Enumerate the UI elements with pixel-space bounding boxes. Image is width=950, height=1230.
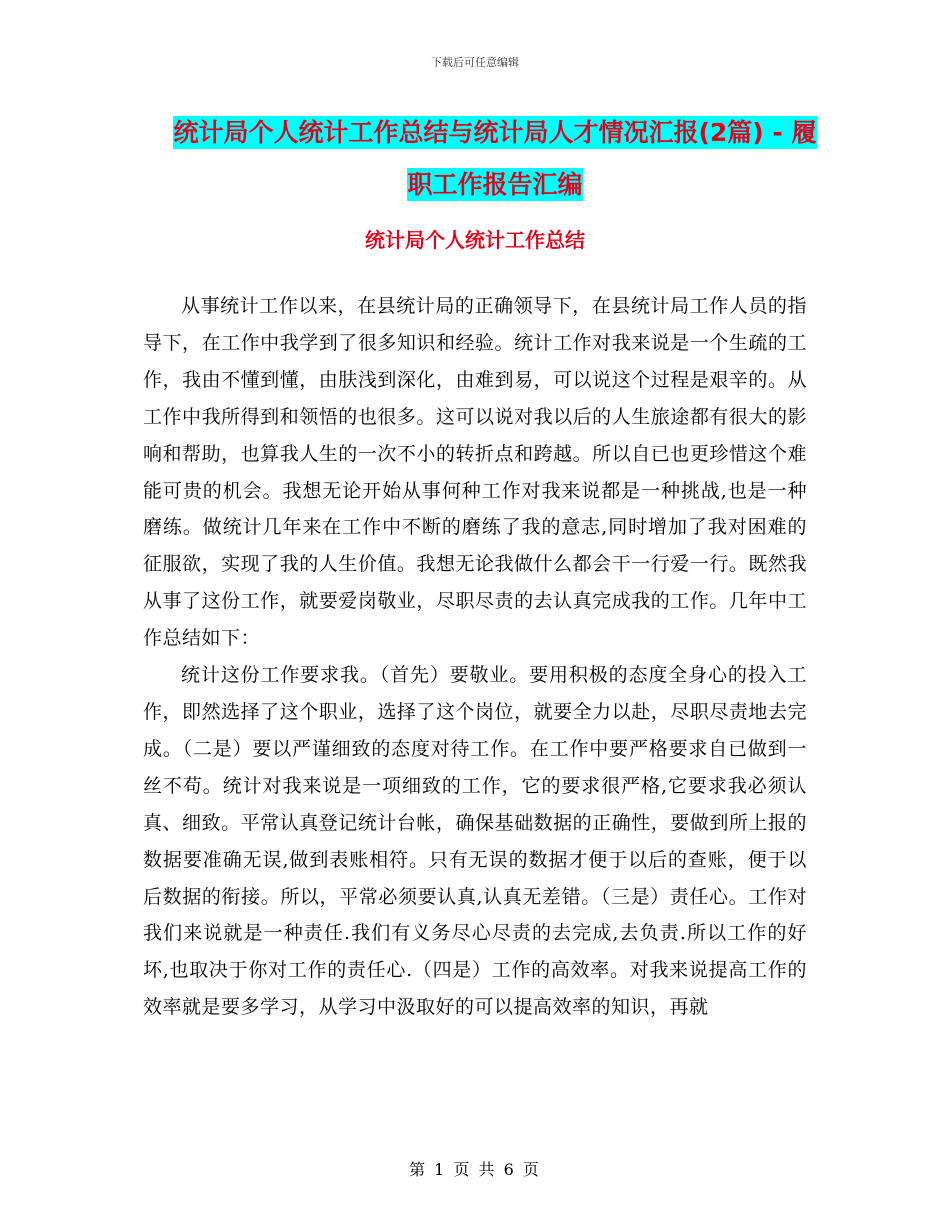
document-title-text: 统计局个人统计工作总结与统计局人才情况汇报(2篇) - 履职工作报告汇编	[173, 118, 817, 199]
document-title	[170, 107, 820, 211]
body-paragraph-1: 从事统计工作以来，在县统计局的正确领导下，在县统计局工作人员的指导下，在工作中我学到了很多知识和经验。统计工作对我来说是一个生疏的工作，我由不懂到懂，由肤浅到深化，由难到易，可以说这个过程是艰辛的。从工作中我所得到和领悟的也很多。这可以说对我以后的人生旅途都有很大的影响和帮助，也算我人生的一次不小的转折点和跨越。所以自已也更珍惜这个难能可贵的机会。我想无论开始从事何种工作对我来说都是一种挑战,也是一种磨练。做统计几年来在工作中不断的磨练了我的意志,同时增加了我对困难的征服欲，实现了我的人生价值。我想无论我做什么都会干一行爱一行。既然我从事了这份工作，就要爱岗敬业，尽职尽责的去认真完成我的工作。几年中工作总结如下：	[143, 295, 807, 650]
document-body	[143, 288, 807, 1026]
body-paragraph-2: 统计这份工作要求我。（首先）要敬业。要用积极的态度全身心的投入工作，即然选择了这个职业，选择了这个岗位，就要全力以赴，尽职尽责地去完成。（二是）要以严谨细致的态度对待工作。在工作中要严格要求自已做到一丝不苟。统计对我来说是一项细致的工作，它的要求很严格,它要求我必须认真、细致。平常认真登记统计台帐，确保基础数据的正确性，要做到所上报的数据要准确无误,做到表账相符。只有无误的数据才便于以后的查账，便于以后数据的衔接。所以，平常必须要认真,认真无差错。（三是）责任心。工作对我们来说就是一种责任.我们有义务尽心尽责的去完成,去负责.所以工作的好坏,也取决于你对工作的责任心.（四是）工作的高效率。对我来说提高工作的效率就是要多学习，从学习中汲取好的可以提高效率的知识，再就	[143, 664, 807, 1019]
page-number-footer: 第 1 页 共 6 页	[409, 1160, 541, 1179]
section-title: 统计局个人统计工作总结	[365, 228, 585, 252]
header-note: 下载后可任意编辑	[431, 56, 519, 69]
